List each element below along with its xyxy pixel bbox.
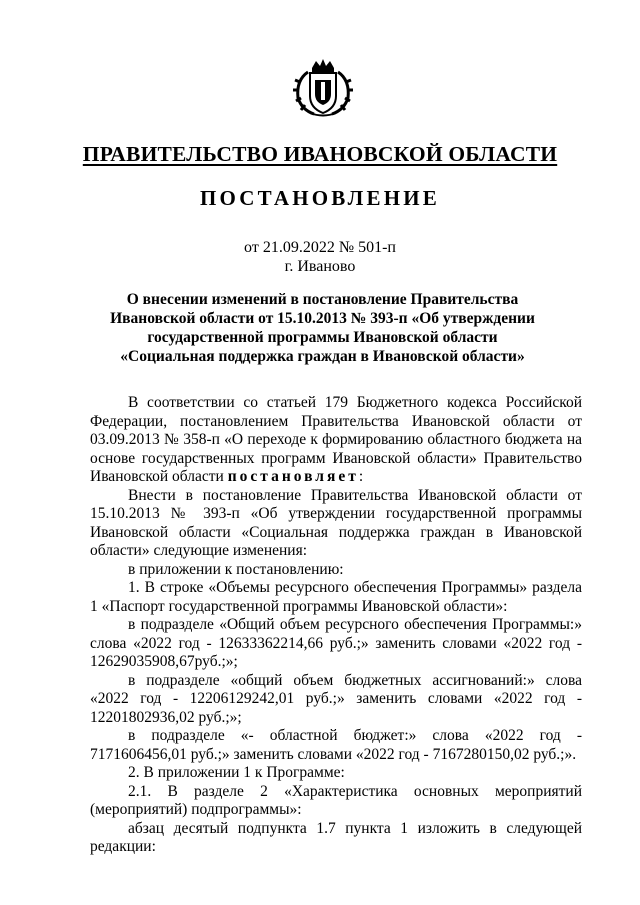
paragraph: в подразделе «общий объем бюджетных ассигнований:» слова «2022 год - 12206129242,01 руб.;» заменить словами «2022 год - 12201802936,02 руб.;»;	[90, 671, 582, 726]
paragraph: 1. В строке «Объемы ресурсного обеспечения Программы» раздела 1 «Паспорт государственной программы Ивановской области»:	[90, 579, 582, 615]
paragraph-text: В соответствии со статьей 179 Бюджетного кодекса Российской Федерации, постановлением Правительства Ивановской области от 03.09.2013 № 358-п «О переходе к формированию областного бюджета на основе государственных программ Ивановской области» Правительство Ивановской области	[90, 394, 582, 485]
document-type: ПОСТАНОВЛЕНИЕ	[199, 186, 441, 210]
date-line	[0, 238, 640, 276]
paragraph: в подразделе «- областной бюджет:» слова «2022 год - 7171606456,01 руб.;» заменить словами «2022 год - 7167280150,02 руб.;».	[90, 727, 582, 763]
paragraph-end: :	[358, 468, 364, 485]
paragraph: в подразделе «Общий объем ресурсного обеспечения Программы:» слова «2022 год - 12633362214,66 руб.;» заменить словами «2022 год - 12629035908,67руб.;»;	[90, 616, 582, 670]
paragraph: в приложении к постановлению:	[128, 560, 344, 578]
paragraph	[90, 394, 582, 487]
city: г. Иваново	[284, 258, 356, 275]
document-title: О внесении изменений в постановление Правительства Ивановской области от 15.10.2013 № 393-п «Об утверждении государственной программы Ивановской области «Социальная поддержка граждан в Ивановской области»	[110, 291, 535, 365]
coat-of-arms-icon	[292, 58, 354, 118]
government-name: ПРАВИТЕЛЬСТВО ИВАНОВСКОЙ ОБЛАСТИ	[82, 142, 558, 166]
document-body	[90, 394, 582, 857]
resolution-keyword: постановляет	[227, 468, 359, 485]
date-and-number: от 21.09.2022 № 501-п	[244, 239, 396, 256]
paragraph: 2. В приложении 1 к Программе:	[128, 764, 345, 781]
paragraph: 2.1. В разделе 2 «Характеристика основных мероприятий (мероприятий) подпрограммы»:	[90, 782, 582, 818]
paragraph: абзац десятый подпункта 1.7 пункта 1 изложить в следующей редакции:	[90, 819, 582, 855]
paragraph: Внести в постановление Правительства Ивановской области от 15.10.2013 № 393-п «Об утверждении государственной программы Ивановской области «Социальная поддержка граждан в Ивановской области» следующие изменения:	[90, 486, 582, 559]
